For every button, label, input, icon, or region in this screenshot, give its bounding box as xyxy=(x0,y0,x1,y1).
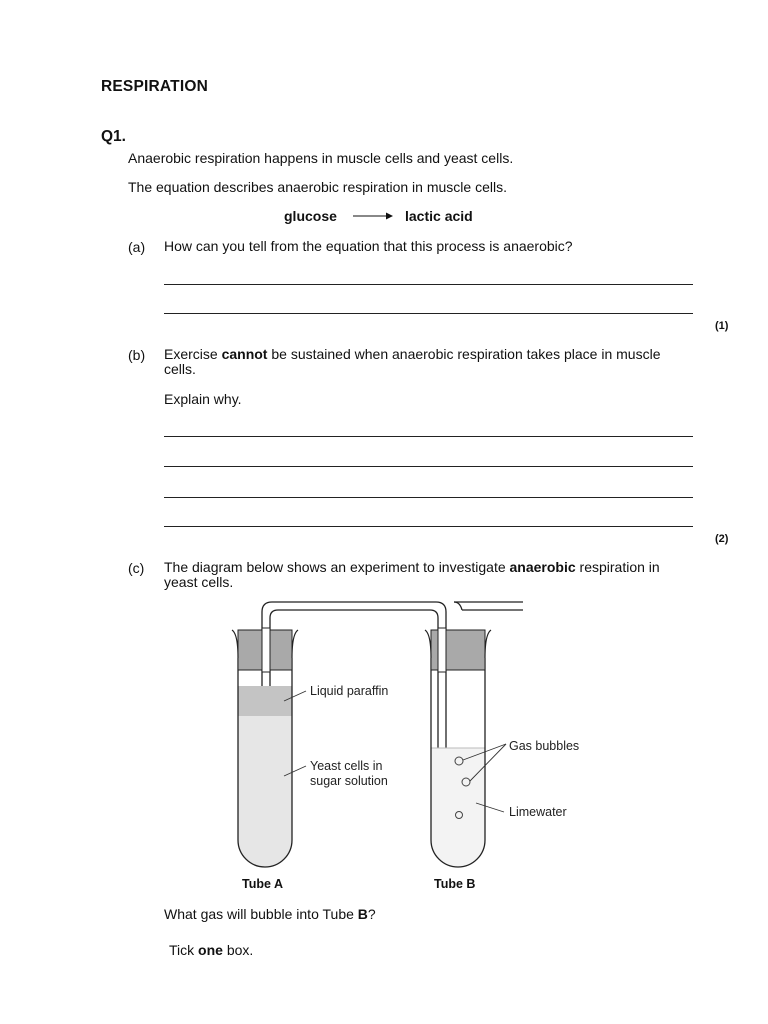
part-c-label: (c) xyxy=(128,560,145,576)
answer-line[interactable] xyxy=(164,466,693,467)
paraffin-layer xyxy=(238,686,292,716)
instruction-text: box. xyxy=(222,942,254,958)
marks-label: (1) xyxy=(715,320,729,332)
experiment-diagram xyxy=(200,598,580,878)
marks-label: (2) xyxy=(715,533,729,545)
intro-text-2: The equation describes anaerobic respiration in muscle cells. xyxy=(128,179,507,195)
instruction-text: Tick xyxy=(169,942,199,958)
label-gas-bubbles: Gas bubbles xyxy=(509,739,580,753)
question-text: The diagram below shows an experiment to investigate xyxy=(164,559,510,575)
answer-line[interactable] xyxy=(164,436,693,437)
part-b-label: (b) xyxy=(128,347,146,363)
caption-tube-b: Tube B xyxy=(434,877,476,891)
emphasis-text: anaerobic xyxy=(509,559,576,575)
emphasis-text: one xyxy=(198,942,223,958)
question-text: be sustained when anaerobic respiration takes place in muscle cells. xyxy=(164,346,661,377)
emphasis-text: B xyxy=(357,906,368,922)
part-c-question xyxy=(164,560,684,590)
tube-a xyxy=(232,628,298,867)
part-a-label: (a) xyxy=(128,239,146,255)
intro-text-1: Anaerobic respiration happens in muscle cells and yeast cells. xyxy=(128,150,514,166)
question-text: respiration in yeast cells. xyxy=(164,559,660,590)
question-text: What gas will bubble into Tube xyxy=(164,906,358,922)
part-b-question xyxy=(164,347,684,377)
label-yeast-cells: Yeast cells in xyxy=(310,759,383,773)
question-text: Exercise xyxy=(164,346,222,362)
page-title: RESPIRATION xyxy=(101,78,208,95)
label-limewater: Limewater xyxy=(509,805,567,819)
answer-line[interactable] xyxy=(164,497,693,498)
tick-instruction xyxy=(169,943,689,958)
gas-question xyxy=(164,907,684,922)
label-sugar-solution: sugar solution xyxy=(310,774,388,788)
question-text: ? xyxy=(367,906,376,922)
equation-reactant: glucose xyxy=(284,208,337,224)
part-a-question: How can you tell from the equation that this process is anaerobic? xyxy=(164,238,573,254)
emphasis-text: cannot xyxy=(221,346,268,362)
caption-tube-a: Tube A xyxy=(242,877,283,891)
label-liquid-paraffin: Liquid paraffin xyxy=(310,684,389,698)
arrow-icon xyxy=(352,210,394,222)
answer-line[interactable] xyxy=(164,526,693,527)
question-number: Q1. xyxy=(101,128,126,145)
tube-b xyxy=(425,628,491,867)
answer-line[interactable] xyxy=(164,313,693,314)
part-b-instruction: Explain why. xyxy=(164,391,242,407)
answer-line[interactable] xyxy=(164,284,693,285)
equation-product: lactic acid xyxy=(405,208,473,224)
